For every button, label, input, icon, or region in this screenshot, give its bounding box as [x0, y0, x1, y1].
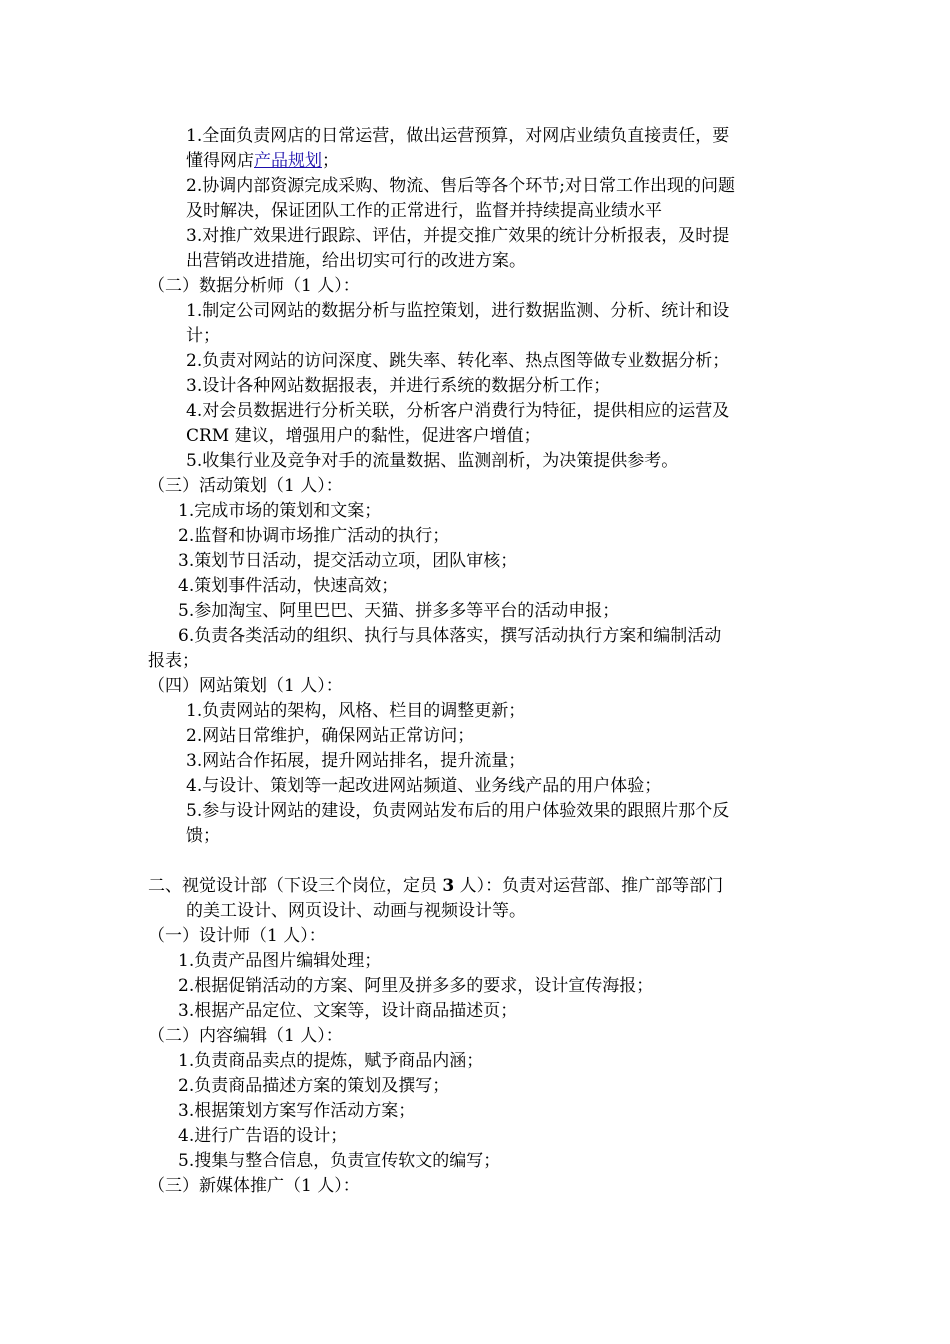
website-duty-5-line1: 5.参与设计网站的建设，负责网站发布后的用户体验效果的跟照片那个反: [186, 801, 730, 821]
website-duty-2: 2.网站日常维护，确保网站正常访问；: [186, 726, 475, 746]
designer-duty-1: 1.负责产品图片编辑处理；: [178, 951, 382, 971]
ops-duty-1-punct: ；: [322, 151, 339, 171]
editor-duty-1: 1.负责商品卖点的提炼，赋予商品内涵；: [178, 1051, 484, 1071]
website-header: （四）网站策划（1 人）：: [148, 676, 343, 696]
visual-dept-heading-line2: 的美工设计、网页设计、动画与视频设计等。: [186, 901, 526, 921]
analyst-duty-4-line2: CRM 建议，增强用户的黏性，促进客户增值；: [186, 426, 541, 446]
editor-duty-2: 2.负责商品描述方案的策划及撰写；: [178, 1076, 450, 1096]
analyst-header: （二）数据分析师（1 人）：: [148, 276, 360, 296]
activity-header: （三）活动策划（1 人）：: [148, 476, 343, 496]
analyst-duty-4-line1: 4.对会员数据进行分析关联，分析客户消费行为特征，提供相应的运营及: [186, 401, 730, 421]
ops-duty-1-line2: [186, 149, 339, 174]
visual-dept-text-post: 人）：负责对运营部、推广部等部门: [454, 876, 724, 896]
designer-header: （一）设计师（1 人）：: [148, 926, 326, 946]
newmedia-header: （三）新媒体推广（1 人）：: [148, 1176, 360, 1196]
designer-duty-3: 3.根据产品定位、文案等，设计商品描述页；: [178, 1001, 518, 1021]
product-planning-link[interactable]: 产品规划: [254, 151, 322, 171]
visual-dept-headcount: 3: [442, 876, 455, 896]
ops-duty-2-line1: 2.协调内部资源完成采购、物流、售后等各个环节;对日常工作出现的问题: [186, 176, 735, 196]
designer-duty-2: 2.根据促销活动的方案、阿里及拼多多的要求，设计宣传海报；: [178, 976, 654, 996]
ops-duty-3-line1: 3.对推广效果进行跟踪、评估，并提交推广效果的统计分析报表，及时提: [186, 226, 730, 246]
ops-duty-2-line2: 及时解决，保证团队工作的正常进行，监督并持续提高业绩水平: [186, 201, 662, 221]
website-duty-4: 4.与设计、策划等一起改进网站频道、业务线产品的用户体验；: [186, 776, 662, 796]
activity-duty-4: 4.策划事件活动，快速高效；: [178, 576, 399, 596]
analyst-duty-2: 2.负责对网站的访问深度、跳失率、转化率、热点图等做专业数据分析；: [186, 351, 730, 371]
ops-duty-1-line1: 1.全面负责网店的日常运营，做出运营预算，对网店业绩负直接责任，要: [186, 126, 730, 146]
visual-dept-heading-line1: [148, 874, 723, 899]
analyst-duty-1-line2: 计；: [186, 326, 220, 346]
visual-dept-text-pre: 二、视觉设计部（下设三个岗位，定员: [148, 876, 443, 896]
activity-duty-1: 1.完成市场的策划和文案；: [178, 501, 382, 521]
activity-duty-5: 5.参加淘宝、阿里巴巴、天猫、拼多多等平台的活动申报；: [178, 601, 620, 621]
activity-duty-2: 2.监督和协调市场推广活动的执行；: [178, 526, 450, 546]
website-duty-3: 3.网站合作拓展，提升网站排名，提升流量；: [186, 751, 526, 771]
editor-duty-3: 3.根据策划方案写作活动方案；: [178, 1101, 416, 1121]
activity-duty-6-line1: 6.负责各类活动的组织、执行与具体落实，撰写活动执行方案和编制活动: [178, 626, 722, 646]
ops-duty-1-text: 懂得网店: [186, 151, 254, 171]
website-duty-1: 1.负责网站的架构，风格、栏目的调整更新；: [186, 701, 526, 721]
editor-header: （二）内容编辑（1 人）：: [148, 1026, 343, 1046]
ops-duty-3-line2: 出营销改进措施，给出切实可行的改进方案。: [186, 251, 526, 271]
analyst-duty-1-line1: 1.制定公司网站的数据分析与监控策划，进行数据监测、分析、统计和设: [186, 301, 730, 321]
analyst-duty-5: 5.收集行业及竞争对手的流量数据、监测剖析，为决策提供参考。: [186, 451, 679, 471]
activity-duty-6-line2: 报表；: [148, 651, 199, 671]
website-duty-5-line2: 馈；: [186, 826, 220, 846]
editor-duty-4: 4.进行广告语的设计；: [178, 1126, 348, 1146]
editor-duty-5: 5.搜集与整合信息，负责宣传软文的编写；: [178, 1151, 501, 1171]
analyst-duty-3: 3.设计各种网站数据报表，并进行系统的数据分析工作；: [186, 376, 611, 396]
activity-duty-3: 3.策划节日活动，提交活动立项，团队审核；: [178, 551, 518, 571]
